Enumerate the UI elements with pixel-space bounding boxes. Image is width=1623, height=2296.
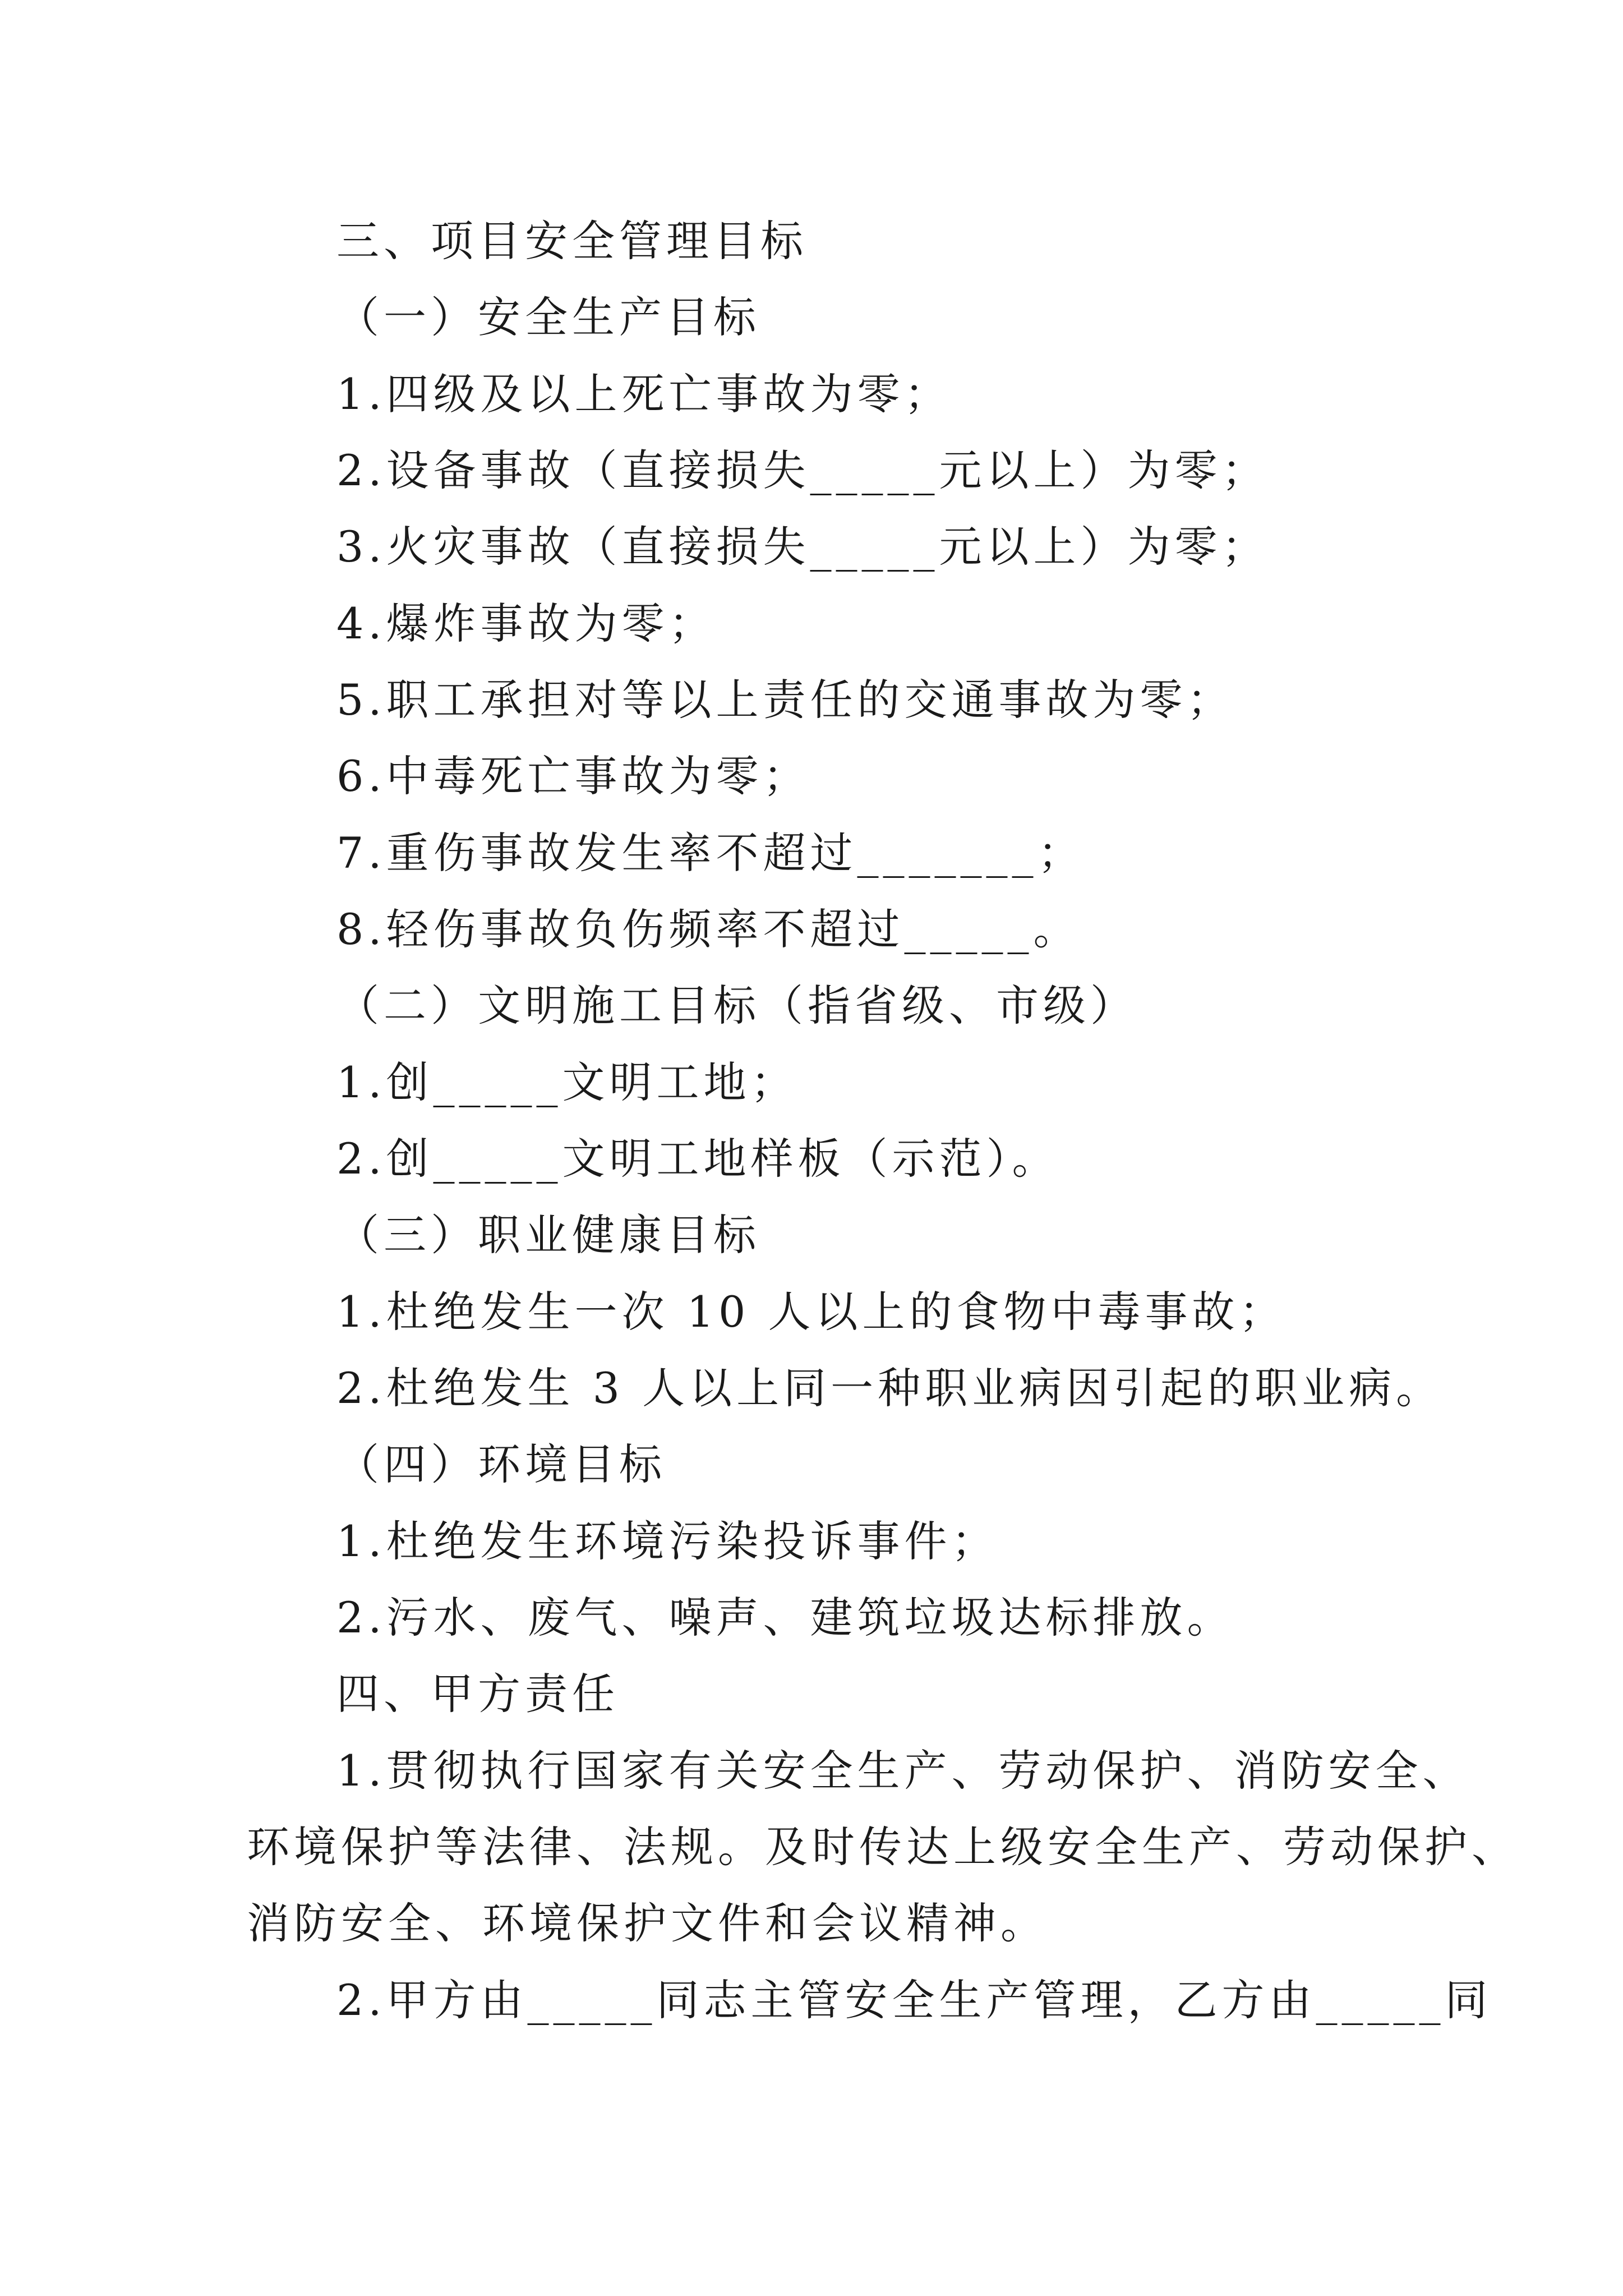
list-item: 4.爆炸事故为零； [336, 599, 716, 648]
list-item: 2.设备事故（直接损失_____元以上）为零； [336, 445, 1269, 495]
list-item: 7.重伤事故发生率不超过_______； [336, 828, 1085, 878]
paragraph-line: 环境保护等法律、法规。及时传达上级安全生产、劳动保护、 [247, 1822, 1519, 1872]
list-item: 2.创_____文明工地样板（示范）。 [336, 1134, 1059, 1184]
list-item: 1.创_____文明工地； [336, 1057, 798, 1107]
section-heading: 三、项目安全管理目标 [336, 216, 808, 266]
list-item: 5.职工承担对等以上责任的交通事故为零； [336, 675, 1234, 725]
list-item: 3.火灾事故（直接损失_____元以上）为零； [336, 522, 1269, 572]
paragraph-line: 2.甲方由_____同志主管安全生产管理，乙方由_____同 [336, 1975, 1492, 2025]
list-item: 8.轻伤事故负伤频率不超过_____。 [336, 904, 1081, 954]
list-item: 2.污水、废气、噪声、建筑垃圾达标排放。 [336, 1593, 1234, 1642]
list-item: 1.四级及以上死亡事故为零； [336, 369, 952, 419]
section-heading: 四、甲方责任 [336, 1669, 619, 1719]
subsection-heading: （二）文明施工目标（指省级、市级） [336, 981, 1137, 1030]
list-item: 1.杜绝发生环境污染投诉事件； [336, 1516, 999, 1566]
list-item: 1.杜绝发生一次 10 人以上的食物中毒事故； [336, 1287, 1287, 1337]
subsection-heading: （三）职业健康目标 [336, 1210, 760, 1260]
list-item: 2.杜绝发生 3 人以上同一种职业病因引起的职业病。 [336, 1363, 1444, 1413]
subsection-heading: （一）安全生产目标 [336, 292, 760, 342]
paragraph-line: 1.贯彻执行国家有关安全生产、劳动保护、消防安全、 [336, 1746, 1470, 1796]
paragraph-line: 消防安全、环境保护文件和会议精神。 [247, 1898, 1048, 1948]
subsection-heading: （四）环境目标 [336, 1439, 666, 1489]
list-item: 6.中毒死亡事故为零； [336, 751, 810, 801]
